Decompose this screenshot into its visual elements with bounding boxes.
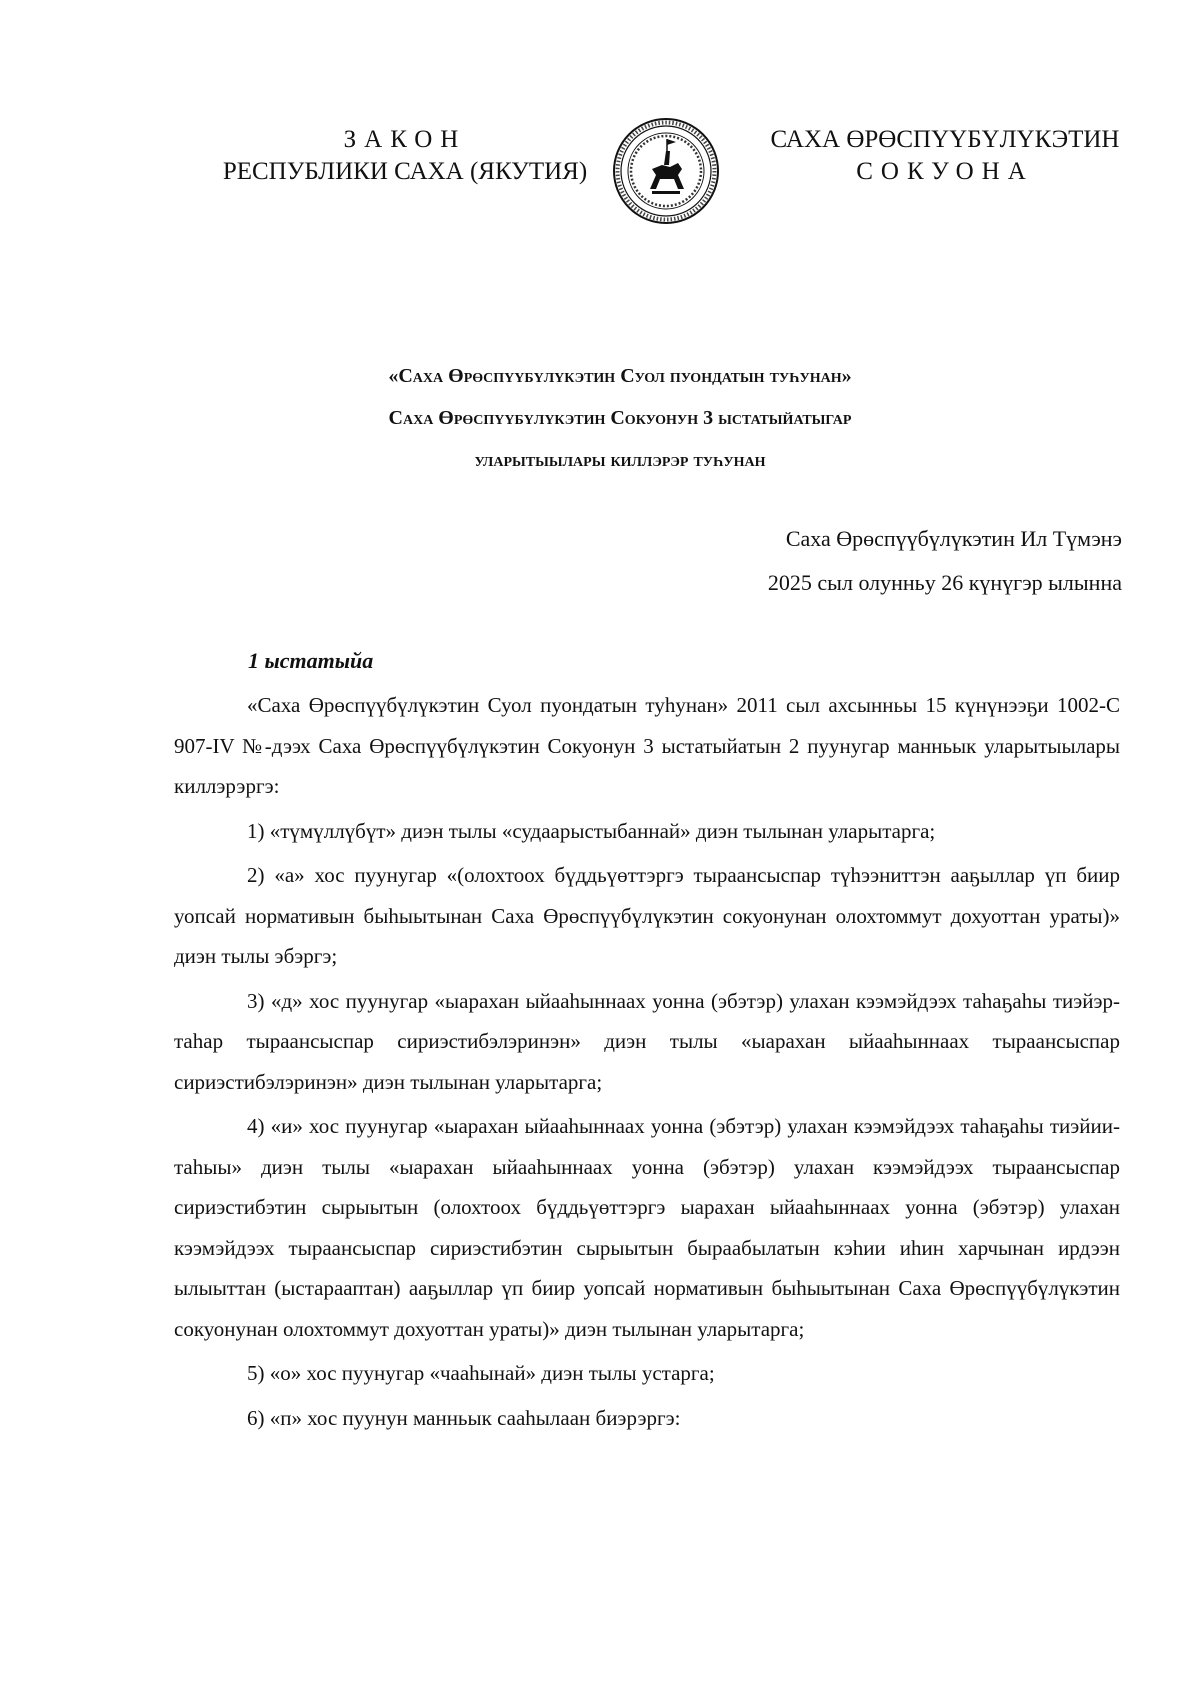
header-left-block [205, 124, 605, 188]
adoption-note [768, 517, 1122, 605]
header-right-block [770, 124, 1120, 188]
header-right-subtitle: СОКУОНА [856, 158, 1034, 185]
article-paragraph: 3) «д» хос пуунугар «ыарахан ыйааһыннаах уонна (эбэтэр) улахан кээмэйдээх таһаҕаһы тиэйэр-таһар тыраансыспар сириэстибэлэринэн» диэн тылы «ыарахан ыйааһыннаах тыраансыспар сириэстибэлэринэн» диэн тылынан уларытарга; [174, 988, 1120, 1094]
article-heading: 1 ыстатыйа [248, 648, 374, 673]
article-paragraph: 4) «и» хос пуунугар «ыарахан ыйааһыннаах уонна (эбэтэр) улахан кээмэйдээх таһаҕаһы тиэйии-таһыы» диэн тылы «ыарахан ыйааһыннаах уонна (эбэтэр) улахан кээмэйдээх тыраансыспар сириэстибэтин сырыытын (олохтоох бүддьүөттэргэ ыарахан ыйааһыннаах уонна (эбэтэр) улахан кээмэйдээх тыраансыспар сириэстибэтин сырыытын быраабылатын кэһии иһин харчынан ирдээн ылыыттан (ыстарааптан) ааҕыллар үп биир уопсай нормативын быһыытынан Саха Өрөспүүбүлүкэтин сокуонунан олохтоммут дохуоттан ураты)» диэн тылынан уларытарга; [174, 1114, 1120, 1341]
header-left-title: ЗАКОН [343, 126, 467, 153]
article-paragraph: «Саха Өрөспүүбүлүкэтин Суол пуондатын туһунан» 2011 сыл ахсынньы 15 күнүнээҕи 1002-С 907-IV №-дээх Саха Өрөспүүбүлүкэтин Сокуонун 3 ыстатыйатын 2 пуунугар манньык уларытыылары киллэрэргэ: [174, 693, 1120, 798]
adoption-body: Саха Өрөспүүбүлүкэтин Ил Түмэнэ [785, 526, 1122, 551]
article-paragraph: 2) «а» хос пуунугар «(олохтоох бүддьүөттэргэ тыраансыспар түһээниттэн ааҕыллар үп биир уопсай нормативын быһыытынан Саха Өрөспүүбүлүкэтин сокуонунан олохтоммут дохуоттан ураты)» диэн тылы эбэргэ; [174, 863, 1120, 968]
article-paragraph: 1) «түмүллүбүт» диэн тылы «судаарыстыбаннай» диэн тылынан уларытарга; [247, 818, 936, 843]
article-body [174, 685, 1120, 1442]
header-right-title: САХА ӨРӨСПҮҮБҮЛҮКЭТИН [770, 126, 1120, 153]
coat-of-arms-emblem-icon [612, 117, 720, 225]
document-title [250, 355, 990, 481]
article-paragraph: 5) «о» хос пуунугар «чааһынай» диэн тылы устарга; [247, 1361, 715, 1385]
title-line-3: уларытыылары киллэрэр туһунан [474, 449, 766, 471]
title-line-2: Саха Өрөспүүбүлүкэтин Сокуонун 3 ыстатыйатыгар [388, 407, 852, 429]
title-line-1: «Саха Өрөспүүбүлүкэтин Суол пуондатын туһунан» [388, 365, 852, 387]
article-paragraph: 6) «п» хос пуунун манньык сааһылаан биэрэргэ: [247, 1405, 681, 1430]
header-left-subtitle: РЕСПУБЛИКИ САХА (ЯКУТИЯ) [222, 158, 588, 185]
adoption-date: 2025 сыл олунньу 26 күнүгэр ылынна [767, 570, 1122, 595]
